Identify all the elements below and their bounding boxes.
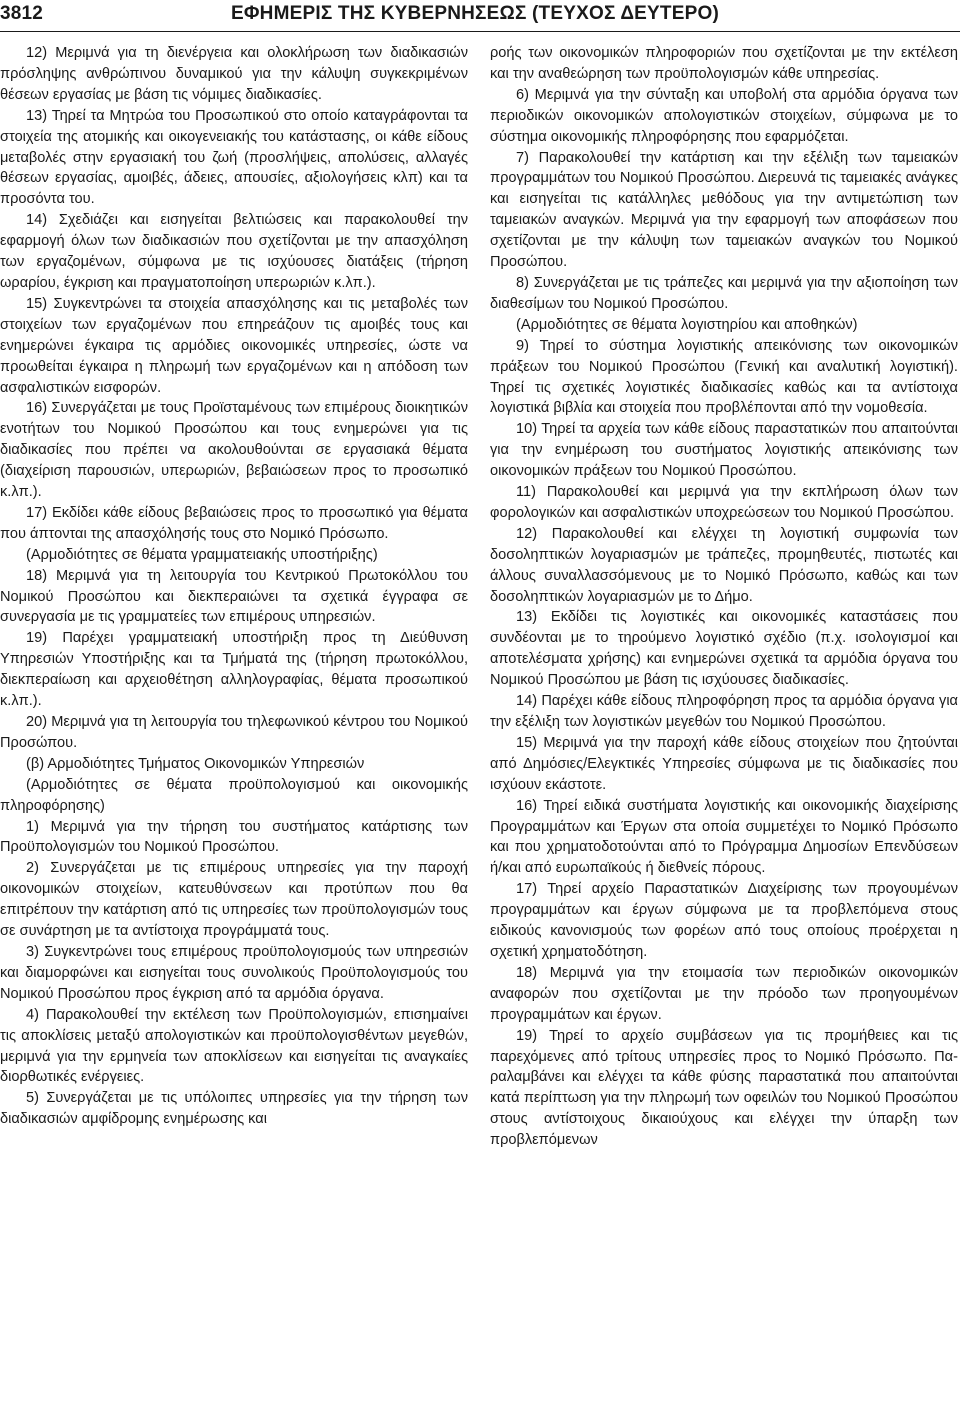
paragraph: 9) Τηρεί το σύστημα λογιστικής απεικόνισης των οικονομικών πράξεων του Νομικού Προσώπου (Γενική και αναλυτική λογιστική). Τηρεί τις σχετικές λογιστικές διαδικασίες καθώς και τα αντίστοιχα λογιστικά βιβλία και στοιχεία που προβλέπονται από την νομοθεσία. — [490, 337, 958, 417]
paragraph: 2) Συνεργάζεται με τις επιμέρους υπηρεσίες για την παροχή οικονομικών στοιχείων, κατευθύνσεων και προτύπων που θα επιτρέπουν την κατάρτιση από τις υπηρεσίες των προϋπολογισμών τους σε συνάρτηση με τα αντίστοιχα προγράμματά τους. — [0, 860, 468, 940]
page-header — [0, 0, 960, 28]
header-rule — [0, 31, 960, 32]
paragraph: 18) Μεριμνά για την ετοιμασία των περιοδικών οικονομικών αναφορών που σχετίζονται με την πρόοδο των προηγουμένων προγραμμάτων και έργων. — [490, 964, 958, 1023]
paragraph-continued: ροής των οικονομικών πληροφοριών που σχετίζονται με την εκτέλεση και την αναθεώρηση των προϋπολογισμών κάθε υπηρεσίας. — [490, 45, 958, 82]
paragraph: 14) Σχεδιάζει και εισηγείται βελτιώσεις και παρακολουθεί την εφαρμογή όλων των διαδικασιών που σχετίζονται με την απασχόληση των εργαζομένων, σύμφωνα με τις ισχύουσες διατάξεις (τήρηση ωραρίου, έγκριση και πραγματοποίηση υπερωριών κ.λπ.). — [0, 212, 468, 291]
paragraph: 15) Μεριμνά για την παροχή κάθε είδους στοιχείων που ζητούνται από Δημόσιες/Ελεγκτικές Υπηρεσίες σύμφωνα με τις διαδικασίες που ισχύουν εκάστοτε. — [490, 734, 958, 793]
gazette-title: ΕΦΗΜΕΡΙΣ ΤΗΣ ΚΥΒΕΡΝΗΣΕΩΣ (ΤΕΥΧΟΣ ΔΕΥΤΕΡΟ) — [231, 3, 719, 24]
paragraph: 16) Τηρεί ειδικά συστήματα λογιστικής και οικονομικής διαχείρισης Προγραμμάτων και Έργων στα οποία συμμετέχει το Νομικό Πρόσωπο και που χρηματοδοτούνται από το Πρόγραμμα Δημοσίων Επενδύσεων ή/και από ευρωπαϊκούς ή διεθνείς πόρους. — [490, 797, 958, 877]
paragraph: 15) Συγκεντρώνει τα στοιχεία απασχόλησης και τις μεταβολές των στοιχείων των εργαζομένων που επηρεάζουν τις αμοιβές τους και ενημερώνει έγκαιρα τις αρμόδιες οικονομικές υπηρεσίες, ώστε να προωθείται έγκαιρα η πληρωμή των εργαζομένων και η απόδοση των ασφαλιστικών εισφορών. — [0, 295, 468, 396]
paragraph: 12) Παρακολουθεί και ελέγχει τη λογιστική συμφωνία των δοσοληπτικών λογαριασμών με τράπεζες, προμηθευτές, πιστωτές και άλλους συναλλασσόμενους με το Νομικό Πρόσωπο, καθώς και των δοσοληπτικών λογαριασμών με το Δήμο. — [490, 525, 958, 605]
section-heading: (Αρμοδιότητες σε θέματα λογιστηρίου και αποθηκών) — [516, 316, 858, 333]
paragraph: 13) Εκδίδει τις λογιστικές και οικονομικές καταστάσεις που συνδέονται με το τηρούμενο λογιστικό σχέδιο (π.χ. ισολογισμοί και αποτελέσματα χρήσης) και ενημερώνει σχετικά τα αρμόδια όργανα του Νομικού Προσώπου με βάση τις ισχύουσες διαδικασίες. — [490, 609, 958, 689]
paragraph: 4) Παρακολουθεί την εκτέλεση των Προϋπολογισμών, επισημαίνει τις αποκλίσεις μεταξύ απολογιστικών και προϋπολογισθέντων μεγεθών, μεριμνά για την ερμηνεία των αποκλίσεων και εισηγείται τις αναγκαίες διορθωτικές ενέργειες. — [0, 1006, 468, 1086]
section-heading: (Αρμοδιότητες σε θέματα προϋπολογισμού και οικονομικής πληροφόρησης) — [0, 776, 468, 814]
paragraph: 12) Μεριμνά για τη διενέργεια και ολοκλήρωση των διαδικασιών πρόσληψης ανθρώπινου δυναμικού για την κάλυψη συγκεκριμένων θέσεων εργασίας με βάση τις νόμιμες διαδικασίες. — [0, 45, 468, 103]
paragraph: 11) Παρακολουθεί και μεριμνά για την εκπλήρωση όλων των φορολογικών και ασφαλιστικών υποχρεώσεων του Νομικού Προσώπου. — [490, 484, 958, 521]
paragraph: 7) Παρακολουθεί την κατάρτιση και την εξέλιξη των ταμειακών προγραμμάτων του Νομικού Προσώπου. Διερευνά τις ταμειακές ανάγκες και εισηγείται τις κατάλληλες μεθόδους για την αντιμετώπιση των ταμειακών αναγκών. Μεριμνά για την εφαρμογή των αποφάσεων που σχετίζονται με την κάλυψη των ταμειακών αναγκών του Νομικού Προσώπου. — [490, 149, 958, 271]
paragraph: 16) Συνεργάζεται με τους Προϊσταμένους των επιμέρους διοικητικών ενοτήτων του Νομικού Προσώπου και τους ενημερώνει για τις διαδικασίες που πρέπει να ακολουθούνται σε εργασιακά θέματα (διαχείριση παρουσιών, υπερωριών, βεβαιώσεων προς το προσωπικό κ.λπ.). — [0, 400, 468, 501]
paragraph: 13) Τηρεί τα Μητρώα του Προσωπικού στο οποίο καταγράφονται τα στοιχεία της ατομικής και οικογενειακής του κατάστασης, οι κάθε είδους μεταβολές στην εργασιακή του ζωή (προσλήψεις, απολύσεις, αλλαγές θέσεων εργασίας, αμοιβές, άδειες, απουσίες, αξιολογήσεις κλπ) και τα προσόντα του. — [0, 107, 468, 208]
paragraph: 6) Μεριμνά για την σύνταξη και υποβολή στα αρμόδια όργανα των περιοδικών οικονομικών απολογιστικών στοιχείων, σύμφωνα με το σύστημα οικονομικής πληροφόρησης που εφαρμόζεται. — [490, 86, 958, 145]
section-heading: (β) Αρμοδιότητες Τμήματος Οικονομικών Υπηρεσιών — [26, 755, 365, 772]
paragraph: 20) Μεριμνά για τη λειτουργία του τηλεφωνικού κέντρου του Νομικού Προσώπου. — [0, 714, 468, 751]
paragraph: 17) Εκδίδει κάθε είδους βεβαιώσεις προς το προσωπικό για θέματα που άπτονται της απασχόλησής τους στο Νομικό Πρόσωπο. — [0, 504, 468, 542]
paragraph: 17) Τηρεί αρχείο Παραστατικών Διαχείρισης των προγουμένων προγραμμάτων και έργων σύμφωνα με τα προβλεπόμενα στους ειδικούς κανονισμούς των φορέων από τους οποίους προέρχεται η σχετική χρηματοδότηση. — [490, 881, 958, 960]
paragraph: 5) Συνεργάζεται με τις υπόλοιπες υπηρεσίες για την τήρηση των διαδικασιών αμφίδρομης ενημέρωσης και — [0, 1090, 468, 1128]
left-column — [0, 43, 468, 1130]
paragraph: 19) Τηρεί το αρχείο συμβάσεων για τις προμήθειες και τις παρεχόμενες από τρίτους υπηρεσίες προς το Νομικό Πρόσωπο. Παραλαμβάνει και ελέγχει τα κάθε φύσης παραστατικά που απαιτούνται κατά περίπτωση για την πληρωμή των οφειλών του Νομικού Προσώπου στους αντίστοιχους δικαιούχους και ελέγχει την ύπαρξη των προβλεπόμενων — [490, 1027, 958, 1149]
paragraph: 3) Συγκεντρώνει τους επιμέρους προϋπολογισμούς των υπηρεσιών και διαμορφώνει και εισηγείται τους συνολικούς Προϋπολογισμούς του Νομικού Προσώπου προς έγκριση από τα αρμόδια όργανα. — [0, 943, 468, 1002]
right-column — [490, 43, 958, 1151]
paragraph: 18) Μεριμνά για τη λειτουργία του Κεντρικού Πρωτοκόλλου του Νομικού Προσώπου και διεκπεραιώνει τα σχετικά έγγραφα σε συνεργασία με τις γραμματείες των επιμέρους υπηρεσιών. — [0, 567, 468, 626]
paragraph: 14) Παρέχει κάθε είδους πληροφόρηση προς τα αρμόδια όργανα για την εξέλιξη των λογιστικών μεγεθών του Νομικού Προσώπου. — [490, 693, 958, 730]
paragraph: 8) Συνεργάζεται με τις τράπεζες και μεριμνά για την αξιοποίηση των διαθεσίμων του Νομικού Προσώπου. — [490, 274, 958, 312]
paragraph: 1) Μεριμνά για την τήρηση του συστήματος κατάρτισης των Προϋπολογισμών του Νομικού Προσώπου. — [0, 818, 468, 856]
section-heading: (Αρμοδιότητες σε θέματα γραμματειακής υποστήριξης) — [26, 546, 378, 563]
paragraph: 19) Παρέχει γραμματειακή υποστήριξη προς τη Διεύθυνση Υπηρεσιών Υποστήριξης και τα Τμήματά της (τήρηση πρωτοκόλλου, διεκπεραίωση και αρχειοθέτηση αλληλογραφίας, θέματα προσωπικού κ.λπ.). — [0, 630, 468, 710]
page-number: 3812 — [0, 3, 44, 24]
paragraph: 10) Τηρεί τα αρχεία των κάθε είδους παραστατικών που απαιτούνται για την ενημέρωση του συστήματος λογιστικής απεικόνισης των οικονομικών πράξεων του Νομικού Προσώπου. — [490, 421, 958, 480]
